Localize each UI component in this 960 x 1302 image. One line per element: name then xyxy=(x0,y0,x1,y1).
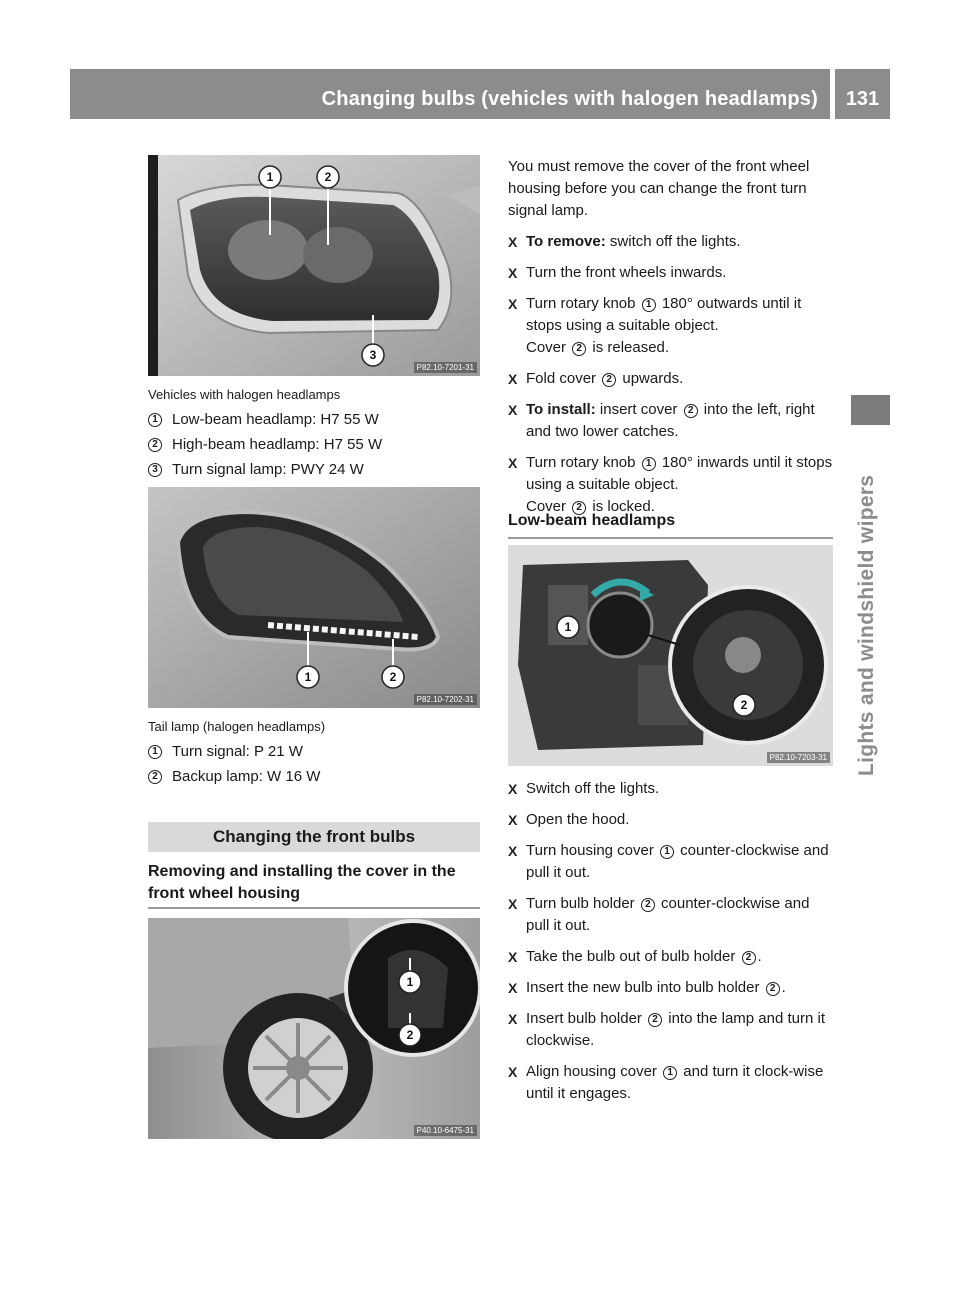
step-arrow-icon: X xyxy=(508,843,518,859)
step-text: 180° outwards until it stops using a suitable object. xyxy=(526,295,802,334)
svg-text:2: 2 xyxy=(324,170,332,184)
step-text: is released. xyxy=(588,339,670,356)
step-arrow-icon: X xyxy=(508,265,518,281)
callout-number: 1 xyxy=(642,457,656,471)
section-rule xyxy=(508,537,833,539)
step-text: Take the bulb out of bulb holder xyxy=(526,948,740,965)
instruction-step xyxy=(508,893,836,937)
callout-number: 1 xyxy=(660,845,674,859)
tail-lamp-legend xyxy=(148,718,480,789)
step-text: counter-clockwise and pull it out. xyxy=(526,842,829,881)
callout-number: 2 xyxy=(766,982,780,996)
step-arrow-icon: X xyxy=(508,781,518,797)
instruction-step xyxy=(508,368,836,390)
legend-text: Turn signal: P 21 W xyxy=(172,743,303,760)
figure-caption: Tail lamp (halogen headlamps) xyxy=(148,719,326,734)
page-number: 131 xyxy=(845,88,880,110)
step-text: Cover xyxy=(526,339,571,356)
legend-item xyxy=(148,432,480,457)
instructions-column xyxy=(508,156,836,527)
callout-number: 2 xyxy=(742,951,756,965)
step-text: Insert bulb holder xyxy=(526,1010,647,1027)
wheel-housing-figure xyxy=(148,918,480,1139)
low-beam-heading: Low-beam headlamps xyxy=(508,512,676,529)
step-text: and turn it clock-wise until it engages. xyxy=(526,1063,824,1102)
step-text: Fold cover xyxy=(526,370,601,387)
step-text: Open the hood. xyxy=(526,811,630,828)
step-text: Turn housing cover xyxy=(526,842,659,859)
instruction-step xyxy=(508,977,836,999)
section-rule xyxy=(148,907,480,909)
step-text: Align housing cover xyxy=(526,1063,662,1080)
figure-ref: P40.10-6475-31 xyxy=(414,1125,477,1136)
step-text: . xyxy=(781,979,786,996)
intro-text: You must remove the cover of the front wheel housing before you can change the front turn signal lamp. xyxy=(508,158,810,219)
section-title: Changing the front bulbs xyxy=(148,822,480,852)
step-text: 180° inwards until it stops using a suitable object. xyxy=(526,454,833,493)
legend-text: Turn signal lamp: PWY 24 W xyxy=(172,461,364,478)
step-text: Turn rotary knob xyxy=(526,454,640,471)
step-arrow-icon: X xyxy=(508,812,518,828)
legend-item xyxy=(148,764,480,789)
callout-number: 2 xyxy=(684,404,698,418)
callout-number: 2 xyxy=(148,770,162,784)
figure-caption: Vehicles with halogen headlamps xyxy=(148,387,341,402)
instruction-step xyxy=(508,293,836,359)
low-beam-figure xyxy=(508,545,833,766)
step-text: into the left, right and two lower catches. xyxy=(526,401,815,440)
step-arrow-icon: X xyxy=(508,1011,518,1027)
page-header xyxy=(70,69,830,119)
step-arrow-icon: X xyxy=(508,1064,518,1080)
instruction-step xyxy=(508,262,836,284)
headlamp-legend xyxy=(148,386,480,482)
callout-number: 2 xyxy=(602,373,616,387)
step-arrow-icon: X xyxy=(508,980,518,996)
callout-number: 1 xyxy=(148,413,162,427)
svg-text:1: 1 xyxy=(564,620,572,634)
callout-number: 2 xyxy=(641,898,655,912)
header-title: Changing bulbs (vehicles with halogen headlamps) xyxy=(321,88,818,110)
figure-ref: P82.10-7202-31 xyxy=(414,694,477,705)
step-text: Turn the front wheels inwards. xyxy=(526,264,727,281)
step-result xyxy=(526,337,836,359)
callout-number: 3 xyxy=(148,463,162,477)
step-text: Insert the new bulb into bulb holder xyxy=(526,979,764,996)
instruction-step xyxy=(508,452,836,518)
subheading xyxy=(148,861,488,905)
step-arrow-icon: X xyxy=(508,455,518,471)
legend-item xyxy=(148,407,480,432)
svg-text:3: 3 xyxy=(369,348,377,362)
subheading-line: Removing and installing the cover in the xyxy=(148,863,456,880)
step-text: Turn rotary knob xyxy=(526,295,640,312)
step-text: Switch off the lights. xyxy=(526,780,660,797)
step-arrow-icon: X xyxy=(508,896,518,912)
step-text: Cover xyxy=(526,498,571,515)
instruction-step xyxy=(508,1061,836,1105)
svg-text:2: 2 xyxy=(406,1028,414,1042)
instruction-step xyxy=(508,231,836,253)
step-text: insert cover xyxy=(595,401,682,418)
svg-text:1: 1 xyxy=(304,670,312,684)
legend-text: Backup lamp: W 16 W xyxy=(172,768,321,785)
instruction-step xyxy=(508,1008,836,1052)
step-bold: To install: xyxy=(526,401,596,418)
instruction-step xyxy=(508,809,836,831)
callout-number: 2 xyxy=(148,438,162,452)
step-arrow-icon: X xyxy=(508,234,518,250)
callout-number: 2 xyxy=(572,501,586,515)
callout-number: 2 xyxy=(648,1013,662,1027)
step-arrow-icon: X xyxy=(508,402,518,418)
headlamp-figure xyxy=(148,155,480,376)
step-text: . xyxy=(757,948,762,965)
step-bold: To remove: xyxy=(526,233,606,250)
callout-number: 1 xyxy=(148,745,162,759)
callout-number: 1 xyxy=(642,298,656,312)
side-tab-label: Lights and windshield wipers xyxy=(855,474,878,776)
callout-number: 2 xyxy=(572,342,586,356)
instruction-step xyxy=(508,840,836,884)
page-number-box xyxy=(835,69,890,119)
svg-text:2: 2 xyxy=(389,670,397,684)
side-tab-marker xyxy=(851,395,890,425)
step-text: upwards. xyxy=(618,370,684,387)
legend-item xyxy=(148,457,480,482)
step-text: is locked. xyxy=(588,498,655,515)
step-arrow-icon: X xyxy=(508,949,518,965)
step-arrow-icon: X xyxy=(508,296,518,312)
instruction-step xyxy=(508,399,836,443)
step-text: into the lamp and turn it clockwise. xyxy=(526,1010,826,1049)
tail-lamp-figure xyxy=(148,487,480,708)
svg-text:1: 1 xyxy=(406,975,414,989)
legend-item xyxy=(148,739,480,764)
step-text: counter-clockwise and pull it out. xyxy=(526,895,810,934)
low-beam-steps xyxy=(508,778,836,1114)
svg-text:1: 1 xyxy=(266,170,274,184)
step-text: Turn bulb holder xyxy=(526,895,639,912)
subheading-line: front wheel housing xyxy=(148,885,300,902)
figure-ref: P82.10-7203-31 xyxy=(767,752,830,763)
legend-text: Low-beam headlamp: H7 55 W xyxy=(172,411,379,428)
instruction-step xyxy=(508,946,836,968)
svg-text:2: 2 xyxy=(740,698,748,712)
legend-text: High-beam headlamp: H7 55 W xyxy=(172,436,383,453)
step-text: switch off the lights. xyxy=(605,233,741,250)
figure-ref: P82.10-7201-31 xyxy=(414,362,477,373)
instruction-step xyxy=(508,778,836,800)
step-arrow-icon: X xyxy=(508,371,518,387)
callout-number: 1 xyxy=(663,1066,677,1080)
